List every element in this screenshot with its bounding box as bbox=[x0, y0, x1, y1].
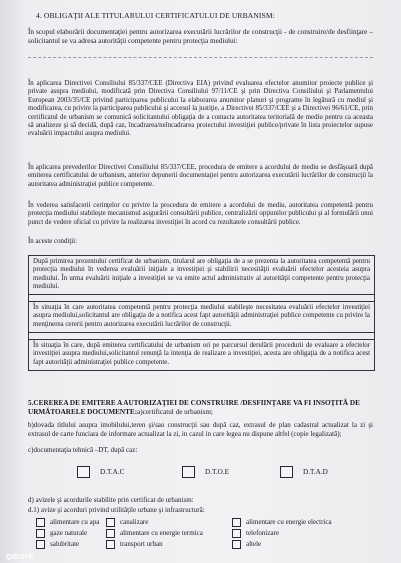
item-a-text: a)certificatul de urbanism; bbox=[137, 408, 213, 416]
other-checkbox[interactable] bbox=[232, 540, 241, 549]
urban-transport-label: transport urban bbox=[120, 540, 163, 548]
natural-gas-checkbox[interactable] bbox=[36, 529, 45, 538]
water-supply-label: alimentare cu apa bbox=[50, 518, 100, 526]
other-label: altele bbox=[246, 540, 262, 548]
section4-heading: 4. OBLIGAŢII ALE TITULARULUI CERTIFICATULUI DE URBANISM: bbox=[36, 11, 275, 20]
conditions-table bbox=[28, 255, 375, 371]
dtoe-checkbox[interactable] bbox=[182, 466, 195, 478]
dtoe-label: D.T.O.E bbox=[205, 468, 230, 476]
thermal-energy-label: alimentare cu energie termica bbox=[120, 529, 203, 537]
dtad-label: D.T.A.D bbox=[303, 468, 328, 476]
urban-transport-checkbox[interactable] bbox=[106, 540, 115, 549]
electricity-label: alimentare cu energie electrica bbox=[246, 518, 332, 526]
paragraph-consultation: În vederea satisfacerii cerinţelor cu privire la procedura de emitere a acordului de mediu, autoritatea competentă pentru protecţia mediului stabileşte mecanismul asigurării consultării publice, centralizării opţiunilor publicului şi al formulării unui punct de vedere oficial cu privire la realizarea investiţiei în acord cu rezultatele consultării publice. bbox=[28, 202, 373, 226]
paragraph-procedure: În aplicarea prevederilor Directivei Consiliului 85/337/CEE, procedura de emitere a acordului de mediu se desfăşoară după emiterea certificatului de urbanism, anterior depunerii documentaţiei pentru autorizarea executării lucrărilor de construcţii la autoritatea administraţiei publice competente. bbox=[28, 164, 373, 188]
item-c-text: c)documentaţia tehnică –DT, după caz: bbox=[28, 446, 138, 454]
condition-box-1: După primirea prezentului certificat de urbanism, titularul are obligaţia de a se prezenta la autoritatea competentă pentru protecţia mediului în vederea evaluării iniţiale a investiţiei şi stabilirii necesităţii evaluării efectelor acesteia asupra mediului. În urma evaluării iniţiale a investiţiei se va emite actul administrativ al autorităţii competente pentru protecţia mediului. bbox=[29, 256, 374, 295]
condition-spacer bbox=[29, 295, 374, 302]
water-supply-checkbox[interactable] bbox=[36, 518, 45, 527]
item-d-text: d) avizele şi acordurile stabilite prin certificat de urbanism: bbox=[28, 496, 194, 504]
telephony-label: telefonizare bbox=[246, 529, 280, 537]
fill-line bbox=[28, 57, 373, 58]
item-d1-text: d.1) avize şi acorduri privind utilităţile urbane şi infrastructură: bbox=[28, 506, 205, 514]
condition-spacer bbox=[29, 333, 374, 340]
item-b-text: b)dovada titlului asupra imobilului,teren şi/sau construcţii sau după caz, extrasul de plan cadastral actualizat la zi şi extrasul de carte funciara de informare actualizat la zi, in cazul in care legea nu dispune altfel (copie legalizată); bbox=[28, 421, 373, 438]
dtac-checkbox[interactable] bbox=[77, 466, 90, 478]
watermark-logo: QIDAYE bbox=[6, 554, 34, 561]
paragraph-directive-eia: În aplicarea Directivei Consiliului 85/337/CEE (Directiva EIA) privind evaluarea efectelor anumitor proiecte publice şi private asupra mediului, modificată prin Directiva Consiliului 97/11/CE şi prin Directiva Consiliului şi Parlamentului European 2003/35/CE privind participarea publicului la elaborarea anumitor planuri şi programe în legătură cu mediul şi modificarea, cu privire la participarea publicului şi accesul la justiţie, a Directivei 85/337/CEE şi a Directivei 96/61/CE, prin certificatul de urbanism se comunică solicitantului obligaţia de a contacta autoritatea teritorială de mediu pentru ca aceasta să analizeze şi să decidă, după caz, încadrarea/neîncadrarea proiectului investiţiei publice/private în lista proiectelor supuse evaluării impactului asupra mediului. bbox=[28, 80, 373, 138]
dtac-label: D.T.A.C bbox=[100, 468, 125, 476]
sanitation-checkbox[interactable] bbox=[36, 540, 45, 549]
thermal-energy-checkbox[interactable] bbox=[106, 529, 115, 538]
telephony-checkbox[interactable] bbox=[232, 529, 241, 538]
condition-box-3: În situaţia în care, după emiterea certificatului de urbanism ori pe parcursul derulării procedurii de evaluare a efectelor investiţiei asupra mediului,solicitantul renunţă la intenţia de realizare a investiţiei, acesta are obligaţia de a notifica acest fapt autorităţii administraţiei publice competente. bbox=[33, 342, 370, 366]
natural-gas-label: gaze naturale bbox=[50, 529, 88, 537]
section5-heading bbox=[28, 399, 373, 417]
section4-intro: În scopul elaborării documentaţiei pentru autorizarea executării lucrărilor de construcţii - de construire/de desfiinţare – solicitantul se va adresa autorităţii competente pentru protecţia mediului: bbox=[28, 28, 373, 45]
conditions-label: În aceste condiţii: bbox=[28, 238, 77, 245]
electricity-checkbox[interactable] bbox=[232, 518, 241, 527]
condition-box-2: În situaţia în care autoritatea competentă pentru protecţia mediului stabileşte necesitatea evaluării efectelor investiţiei asupra mediului,solicitantul are obligaţia de a notifica acest fapt autorităţii administraţiei publice competente cu privire la menţinerea cererii pentru autorizarea executării lucrărilor de construcţii. bbox=[29, 302, 374, 333]
dtad-checkbox[interactable] bbox=[280, 466, 293, 478]
sewerage-checkbox[interactable] bbox=[106, 518, 115, 527]
sanitation-label: salubritate bbox=[50, 540, 80, 548]
section5-title: 5.CEREREA DE EMITERE A AUTORIZAŢIEI DE CONSTRUIRE /DESFIINŢARE VA FI INSOŢITĂ DE URMĂTOARELE DOCUMENTE: bbox=[28, 399, 360, 416]
sewerage-label: canalizare bbox=[120, 518, 149, 526]
